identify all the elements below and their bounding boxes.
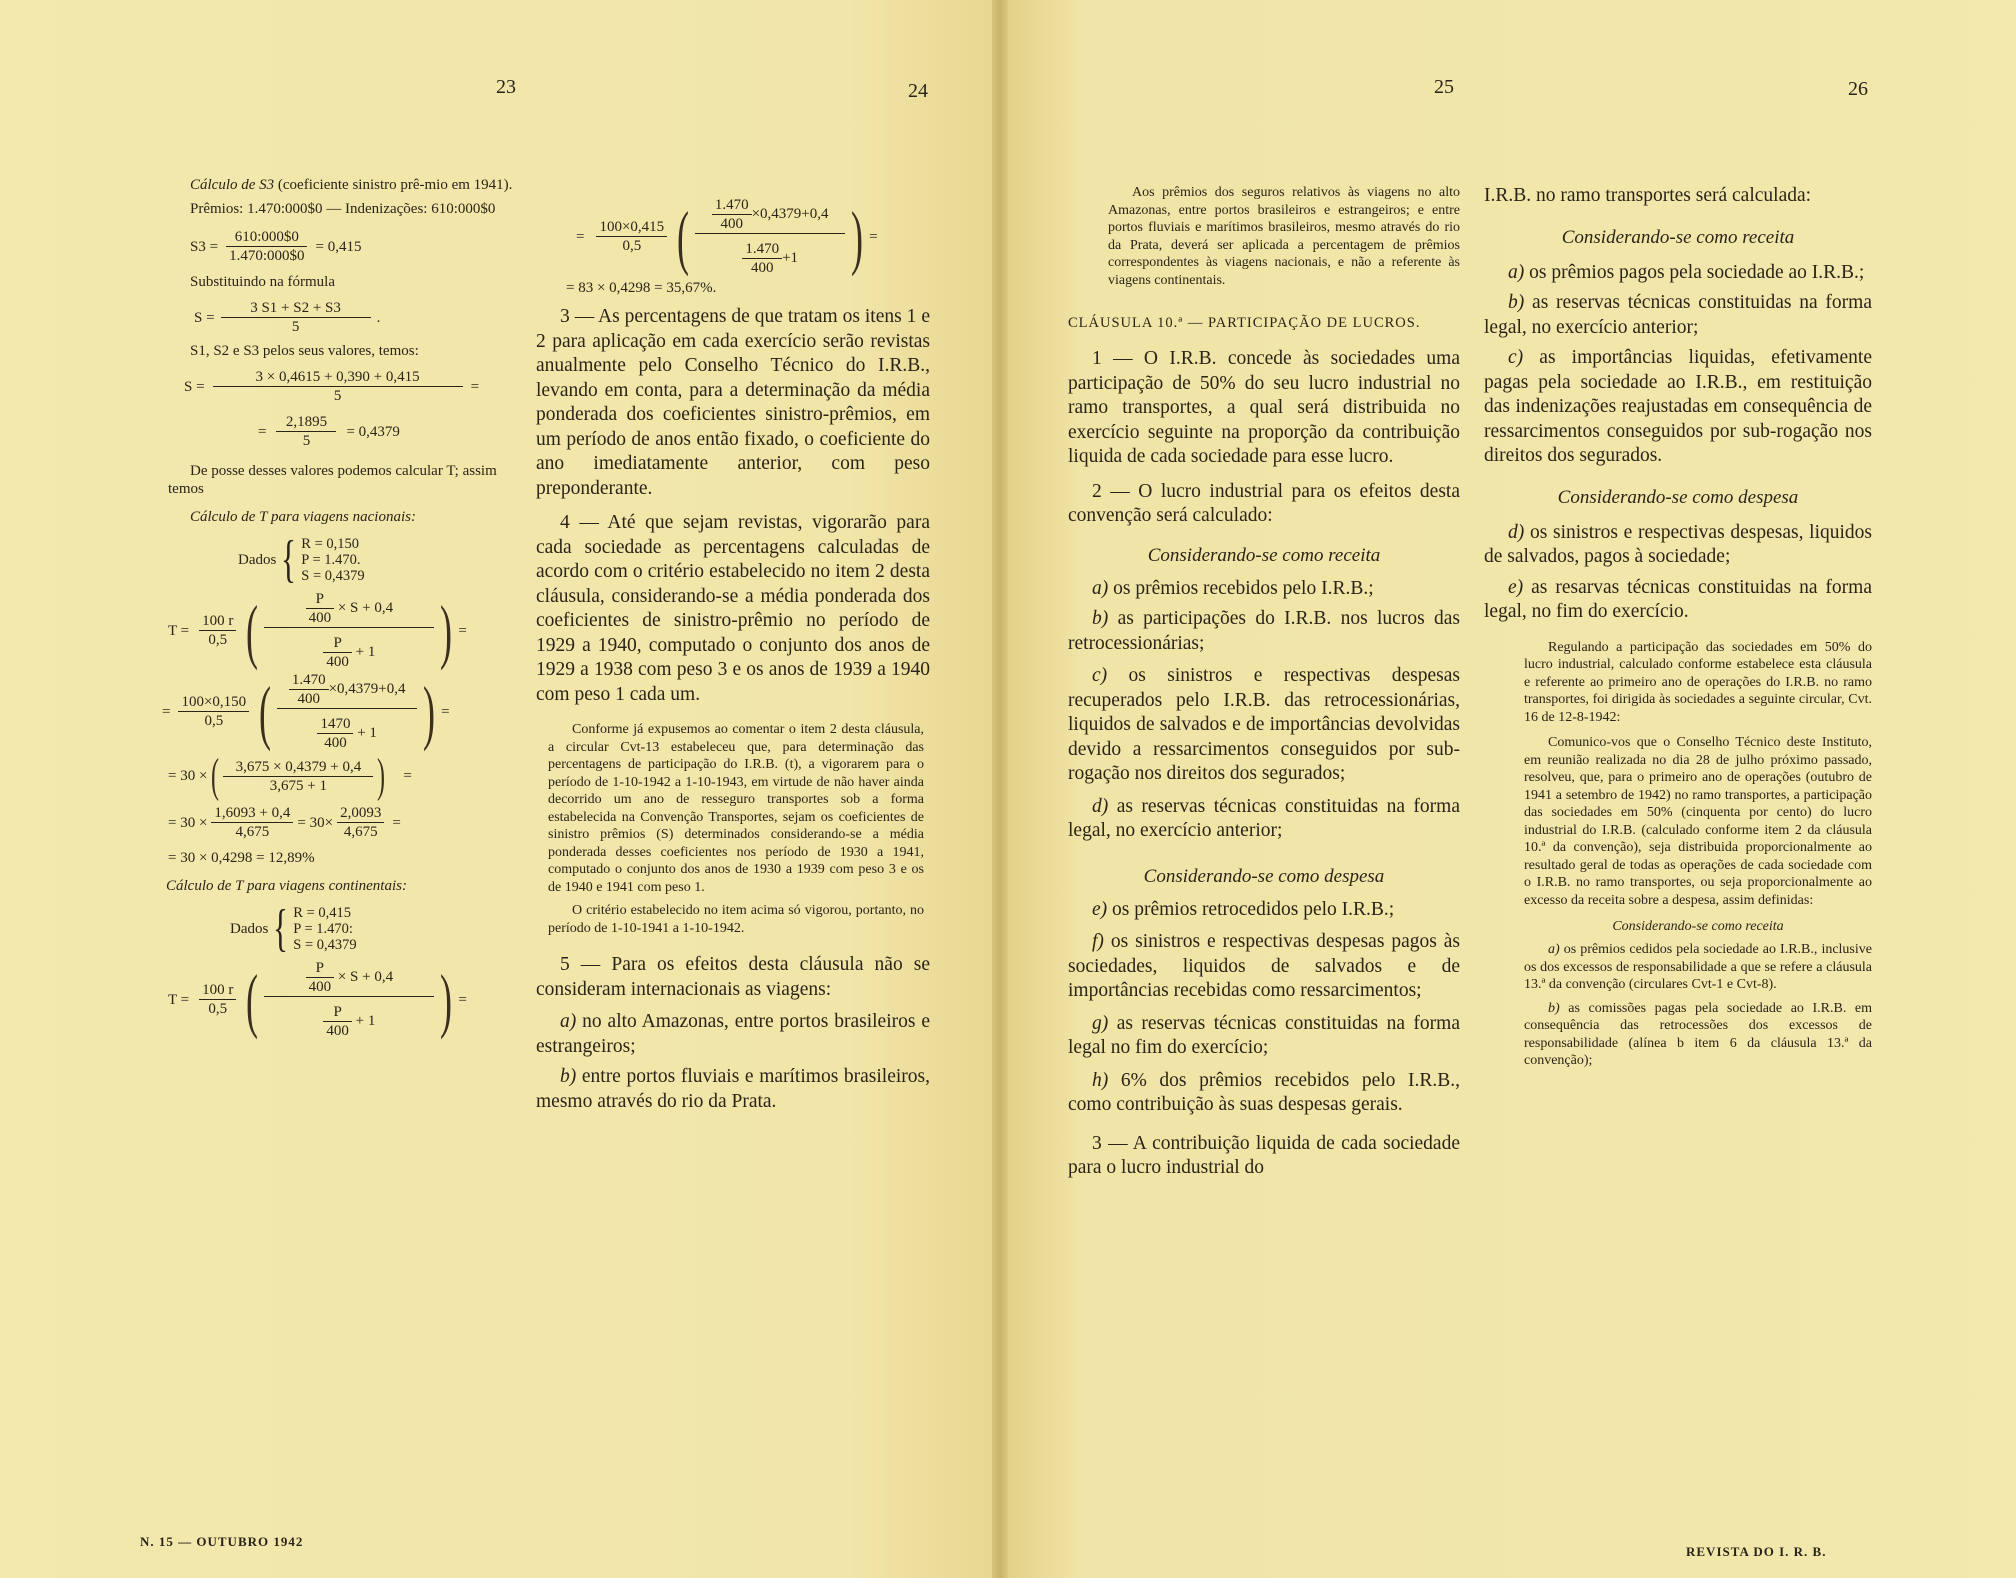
dados-label-2: Dados [230,921,269,937]
s3-result: = 0,415 [315,238,362,255]
item-5a-letter: a) [560,1011,577,1032]
t-formula-continentais [168,959,516,1040]
col4-despesa-e-letter: e) [1508,576,1524,598]
right-paren-icon-4: ) [440,959,453,1040]
despesa-e-text: os prêmios retrocedidos pelo I.R.B.; [1107,898,1395,920]
despesa-h-text: 6% dos prêmios recebidos pelo I.R.B., como contribuição às suas despesas gerais. [1068,1069,1460,1115]
n1-top-frac [289,671,329,708]
t-coef-num-2: 100 r [202,982,234,998]
col4-continuation: I.R.B. no ramo transportes será calculada: [1484,185,1812,206]
s-calc-fraction [213,368,463,405]
n1-top-num: 1.470 [291,672,326,688]
calc-s3-rest: (coeficiente sinistro prê-mio em 1941). [274,177,513,193]
dados-cont-p: P = 1.470: [293,921,353,937]
col4-receita-b-letter: b) [1508,292,1525,313]
n1-top-tail: ×0,4379+0,4 [328,680,406,697]
despesa-e-letter: e) [1092,898,1108,920]
calc-t-nacionais-heading: Cálculo de T para viagens nacionais: [190,509,416,525]
note-25-top: Aos prêmios dos seguros relativos às viagens no alto Amazonas, entre portos brasileiros e estrangeiros; e entre portos fluviais e marítimos brasileiros, mesmo através do rio da Prata, deverá ser aplicada a percentagem de prêmios correspondentes às viagens nacionais, e não a referente às viagens continentais. [1108,185,1460,288]
col4-despesa-heading: Considerando-se como despesa [1557,486,1799,508]
dados-continentais [230,900,516,957]
clausula-10-item-2: 2 — O lucro industrial para os efeitos desta convenção será calculado: [1068,480,1460,526]
dados-nacionais [238,531,516,588]
dados-label: Dados [238,552,277,568]
f-bot-tail: +1 [782,249,799,266]
item-4: 4 — Até que sejam revistas, vigorarão para cada sociedade as percentagens calculadas de acordo com o critério estabelecido no item 2 desta cláusula, considerando-se a média ponderada dos coeficientes de sinistro-prêmio no período de 1929 a 1940, computado o conjunto dos anos de 1929 a 1938 com peso 3 e os anos de 1939 a 1940 com peso 1 cada um. [536,512,930,705]
col4-despesa-d [1484,521,1872,570]
t-result-nacionais: = 30 × 0,4298 = 12,89% [168,850,315,866]
s-formula-den: 5 [221,317,371,336]
brace-icon: { [281,531,297,588]
despesa-heading: Considerando-se como despesa [1143,865,1385,887]
s-formula-lhs: S = [194,309,215,326]
n2-fraction [223,758,373,795]
s-result-num: 2,1895 [285,414,328,430]
t-eq-2: = [458,991,467,1008]
t-coef-fraction [199,612,236,649]
page-number-25: 25 [1434,76,1454,98]
f-bot-den: 400 [742,258,782,277]
p-den-2: 400 [323,652,352,671]
despesa-h-letter: h) [1092,1069,1109,1091]
clausula-10-item-3: 3 — A contribuição liquida de cada sociedade para o lucro industrial do [1068,1132,1460,1178]
n1-bot-tail: + 1 [357,724,377,741]
f-big-fraction [695,196,845,277]
despesa-h [1068,1069,1460,1118]
t-eq: = [458,622,467,639]
n1-coef-den: 0,5 [178,711,249,730]
column-page-25 [1068,184,1460,1181]
right-paren-icon-5: ) [851,196,864,277]
n1-lhs: = [162,703,171,720]
item-5: 5 — Para os efeitos desta cláusula não se consideram internacionais as viagens: [536,954,930,1000]
n1-bot-den: 400 [317,733,353,752]
p-den-3: 400 [306,977,335,996]
receita-d-text: as reservas técnicas constituidas na forma legal, no exercício anterior; [1068,795,1460,841]
col4-receita-b-text: as reservas técnicas constituidas na forma legal, no exercício anterior; [1484,292,1872,338]
substituindo-text: Substituindo na fórmula [190,274,335,290]
n3-num: 1,6093 + 0,4 [214,805,291,821]
receita-d [1068,795,1460,844]
p-num-4: P [333,1004,342,1020]
s-calc-tail: = [470,378,480,395]
receita-c-letter: c) [1092,665,1108,686]
n1-top-den: 400 [289,689,329,708]
column-page-23 [162,176,516,1040]
de-posse-text: De posse desses valores podemos calcular T; assim temos [168,463,497,497]
item-5b [536,1065,930,1114]
despesa-e [1068,898,1460,923]
t-plus1-2: + 1 [355,1012,376,1029]
t-coef-den-2: 0,5 [199,999,236,1018]
col4-receita-a-letter: a) [1508,261,1525,283]
receita-a-letter: a) [1092,577,1109,599]
s-result-formula [258,413,516,450]
left-paren-icon-3: ( [211,749,220,802]
n1-big-num [277,671,417,708]
s3-lhs: S3 = [190,238,219,255]
note-26-1: Regulando a participação das sociedades em 50% do lucro industrial, calculado conforme estabelece esta cláusula e referente ao primeiro ano de operações do I.R.B. no ramo transportes, foi dirigida às sociedades a seguinte circular, Cvt. 16 de 12-8-1942: [1524,639,1872,725]
f-coef [596,218,667,255]
despesa-g [1068,1012,1460,1061]
s-calc-num: 3 × 0,4615 + 0,390 + 0,415 [255,369,420,385]
t-continentais-result: = 83 × 0,4298 = 35,67%. [566,280,717,296]
page-number-23: 23 [496,76,516,98]
s-formula-num: 3 S1 + S2 + S3 [250,300,341,316]
s-result-value: = 0,4379 [346,423,400,440]
p-num: P [315,591,324,607]
page-number-26: 26 [1848,78,1868,100]
left-paren-icon: ( [246,590,259,671]
t-coef-den: 0,5 [199,630,236,649]
column-page-24 [536,196,930,1114]
note-26-a-text: os prêmios cedidos pela sociedade ao I.R.B., inclusive os dos excessos de responsabilidade a que se refere a cláusula 13.ª da convenção (circulares Cvt-1 e Cvt-8). [1524,942,1872,992]
p-over-400-4 [323,1003,352,1040]
p-num-2: P [333,635,342,651]
t-continentais-numeric [576,196,930,277]
despesa-f [1068,930,1460,1004]
n3-den: 4,675 [211,822,293,841]
note-26-2: Comunico-vos que o Conselho Técnico deste Instituto, em reunião realizada no dia 28 de julho próximo passado, resolveu, que, para o primeiro ano de operações (outubro de 1941 a setembro de 1942) no ramo transportes, a participação das sociedades em 50% (cinquenta por cento) do lucro industrial do I.R.B. (calculado conforme item 2 da cláusula 10.ª da convenção), seja distribuida proporcionalmente ao resultado geral de todas as operações de cada sociedade com o I.R.B. no ramo transportes, ou seja proporcionalmente ao excesso da receita sobre a despesa, assim definidas: [1524,735,1872,908]
col4-despesa-d-text: os sinistros e respectivas despesas, liquidos de salvados, pagos à sociedade; [1484,521,1872,567]
col4-receita-c [1484,346,1872,469]
footer-issue: N. 15 — OUTUBRO 1942 [140,1534,304,1549]
n3-lhs: = 30 × [168,814,208,831]
t-lhs: T = [168,622,190,639]
dados-cont-s: S = 0,4379 [293,937,357,953]
f-big-num [695,196,845,233]
note-24-2: O critério estabelecido no item acima só vigorou, portanto, no período de 1-10-1941 a 1-10-1942. [548,903,924,936]
receita-b-text: as participações do I.R.B. nos lucros das retrocessionárias; [1068,608,1460,654]
despesa-g-letter: g) [1092,1012,1109,1034]
t-big-num [264,590,434,627]
p-over-400-3 [306,959,335,996]
col4-receita-c-letter: c) [1508,347,1524,368]
receita-c [1068,664,1460,787]
left-paren-icon-4: ( [246,959,259,1040]
dados-nacionais-values [301,536,364,584]
s-formula-tail: . [376,309,381,326]
clausula-10-title: CLÁUSULA 10.ª — PARTICIPAÇÃO DE LUCROS. [1068,315,1421,331]
page-number-24: 24 [908,80,928,102]
f-top-den: 400 [712,214,752,233]
receita-b [1068,607,1460,656]
footer-journal: REVISTA DO I. R. B. [1686,1544,1827,1559]
p-num-3: P [315,960,324,976]
n3-den2: 4,675 [337,822,384,841]
premios-line: Prêmios: 1.470:000$0 — Indenizações: 610:000$0 [190,201,496,217]
n1-eq: = [441,703,450,720]
receita-c-text: os sinistros e respectivas despesas recuperados pelo I.R.B. das retrocessionárias, liquidos de salvados e de importâncias devolvidas devido a ressarcimentos conseguidos por sub-rogação nos direitos dos segurados; [1068,665,1460,784]
f-coef-den: 0,5 [596,236,667,255]
s-calc-formula [184,368,516,405]
s-calc-lhs: S = [184,378,205,395]
left-paren-icon-5: ( [677,196,690,277]
calc-s3-heading: Cálculo de S3 [190,177,275,193]
receita-b-letter: b) [1092,608,1109,629]
note-26-b [1524,1000,1872,1070]
clausula-10-item-1: 1 — O I.R.B. concede às sociedades uma participação de 50% do seu lucro industrial no ramo transportes, a qual será distribuida no exercício seguinte na proporção da contribuição liquida de cada sociedade para esse lucro. [1068,348,1460,467]
t-xs: × S + 0,4 [337,599,394,616]
n2-eq: = [403,768,412,784]
t-xs-2: × S + 0,4 [337,968,394,985]
n1-coef [178,693,249,730]
note-26-receita-heading: Considerando-se como receita [1612,919,1784,934]
note-26-b-text: as comissões pagas pela sociedade ao I.R.B. em consequência das retrocessões dos excessos de responsabilidade (alínea b item 6 da cláusula 13.ª da convenção); [1524,1000,1872,1068]
s-values-text: S1, S2 e S3 pelos seus valores, temos: [190,343,419,359]
note-block-25 [1108,184,1460,289]
f-bot-num: 1.470 [745,241,780,257]
despesa-f-text: os sinistros e respectivas despesas pagos às sociedades, liquidos de salvados e de importâncias recebidas como ressarcimentos; [1068,931,1460,1001]
p-den-4: 400 [323,1021,352,1040]
despesa-f-letter: f) [1092,931,1104,952]
right-paren-icon: ) [440,590,453,671]
note-26-b-letter: b) [1548,1000,1560,1016]
note-block-26 [1524,639,1872,1070]
f-top-tail: ×0,4379+0,4 [751,205,829,222]
t-formula-nacionais [168,590,516,671]
s3-fraction [226,228,307,265]
t-big-num-2 [264,959,434,996]
n1-bot-frac [317,715,353,752]
right-paren-icon-2: ) [423,671,436,752]
p-over-400 [306,590,335,627]
n3-fraction-2 [337,804,384,841]
col4-receita-a [1484,261,1872,286]
s-result-lhs: = [258,423,267,440]
f-big-den [695,233,845,277]
item-5b-text: entre portos fluviais e marítimos brasileiros, mesmo através do rio da Prata. [536,1066,930,1112]
n3-eq: = [392,814,401,831]
note-26-a [1524,941,1872,994]
s-result-fraction [276,413,336,450]
dados-r: R = 0,150 [301,536,360,552]
col4-despesa-e [1484,576,1872,625]
t-numeric-1 [162,671,516,752]
note-24-1: Conforme já expusemos ao comentar o item 2 desta cláusula, a circular Cvt-13 estabeleceu que, para determinação das percentagens de participação do I.R.B. (t), a vigorarem para o período de 1-10-1942 a 1-10-1943, em virtude de não haver ainda decorrido um ano de resseguro transportes sob a forma estabelecida na Convenção Transportes, sejam os coeficientes de sinistro prêmios (S) determinados considerando-se a média ponderada desses coeficientes nos período de 1930 a 1941, computado o conjunto dos anos de 1930 a 1939 com peso 3 e os de 1940 e 1941 com peso 1. [548,722,924,895]
t-big-fraction [264,590,434,671]
item-5b-letter: b) [560,1066,577,1087]
item-5a-text: no alto Amazonas, entre portos brasileiros e estrangeiros; [536,1011,930,1057]
t-big-den-2 [264,996,434,1040]
n2-den: 3,675 + 1 [223,776,373,795]
s-result-den: 5 [276,431,336,450]
f-eq: = [869,228,878,245]
n1-big-den [277,708,417,752]
col4-receita-b [1484,291,1872,340]
s3-den: 1.470:000$0 [226,246,307,265]
f-top-num: 1.470 [714,197,749,213]
note-26-a-letter: a) [1548,942,1560,957]
s-formula-fraction [221,299,371,336]
receita-heading: Considerando-se como receita [1147,544,1381,566]
item-5a [536,1010,930,1059]
calc-s3-line [190,176,516,194]
note-block-24 [548,721,924,937]
s-formula [194,299,516,336]
calc-t-continentais-heading: Cálculo de T para viagens continentais: [166,878,407,894]
n1-coef-num: 100×0,150 [181,694,247,710]
col4-despesa-e-text: as resarvas técnicas constituidas na forma legal, no fim do exercício. [1484,576,1872,622]
col4-receita-a-text: os prêmios pagos pela sociedade ao I.R.B.; [1524,261,1865,283]
column-page-26 [1484,184,1872,1070]
col4-despesa-d-letter: d) [1508,521,1525,543]
t-big-den [264,627,434,671]
dados-s: S = 0,4379 [301,568,365,584]
t-plus1: + 1 [355,643,376,660]
f-lhs: = [576,228,585,245]
f-coef-num: 100×0,415 [599,219,665,235]
n2-lhs: = 30 × [168,768,208,784]
dados-continentais-values [293,905,356,953]
item-3: 3 — As percentagens de que tratam os itens 1 e 2 para aplicação em cada exercício serão revistas anualmente pelo Conselho Técnico do I.R.B., levando em conta, para a determinação da média ponderada dos coeficientes sinistro-prêmios, em um período de anos então fixado, o coeficiente do ano imediatamente anterior, com peso preponderante. [536,306,930,499]
left-paren-icon-2: ( [259,671,272,752]
dados-p: P = 1.470. [301,552,361,568]
right-paren-icon-3: ) [377,749,386,802]
n3-mid: = 30× [297,814,334,831]
n2-num: 3,675 × 0,4379 + 0,4 [235,758,362,775]
t-big-fraction-2 [264,959,434,1040]
f-top-frac [712,196,752,233]
s3-formula [190,228,516,265]
despesa-g-text: as reservas técnicas constituidas na forma legal no fim do exercício; [1068,1012,1460,1058]
t-numeric-2 [168,749,516,802]
book-gutter [992,0,1008,1578]
n1-bot-num: 1470 [320,716,351,732]
n3-num2: 2,0093 [340,805,382,821]
brace-icon-2: { [273,900,289,957]
receita-a-text: os prêmios recebidos pelo I.R.B.; [1108,577,1374,599]
t-lhs-2: T = [168,991,190,1008]
f-bot-frac [742,240,782,277]
t-coef-num: 100 r [202,613,234,629]
p-den: 400 [306,608,335,627]
s3-num: 610:000$0 [234,229,299,245]
col4-receita-c-text: as importâncias liquidas, efetivamente pagas pela sociedade ao I.R.B., em restituição das indenizações reajustadas em consequência de ressarcimentos conseguidos por sub-rogação nos direitos dos segurados. [1484,347,1872,466]
p-over-400-den [323,634,352,671]
s-calc-den: 5 [213,386,463,405]
t-numeric-3 [168,804,516,841]
n1-big-fraction [277,671,417,752]
dados-cont-r: R = 0,415 [293,905,352,921]
receita-a [1068,577,1460,602]
n3-fraction [211,804,293,841]
receita-d-letter: d) [1092,795,1109,817]
col4-receita-heading: Considerando-se como receita [1561,226,1795,248]
t-coef-fraction-2 [199,981,236,1018]
